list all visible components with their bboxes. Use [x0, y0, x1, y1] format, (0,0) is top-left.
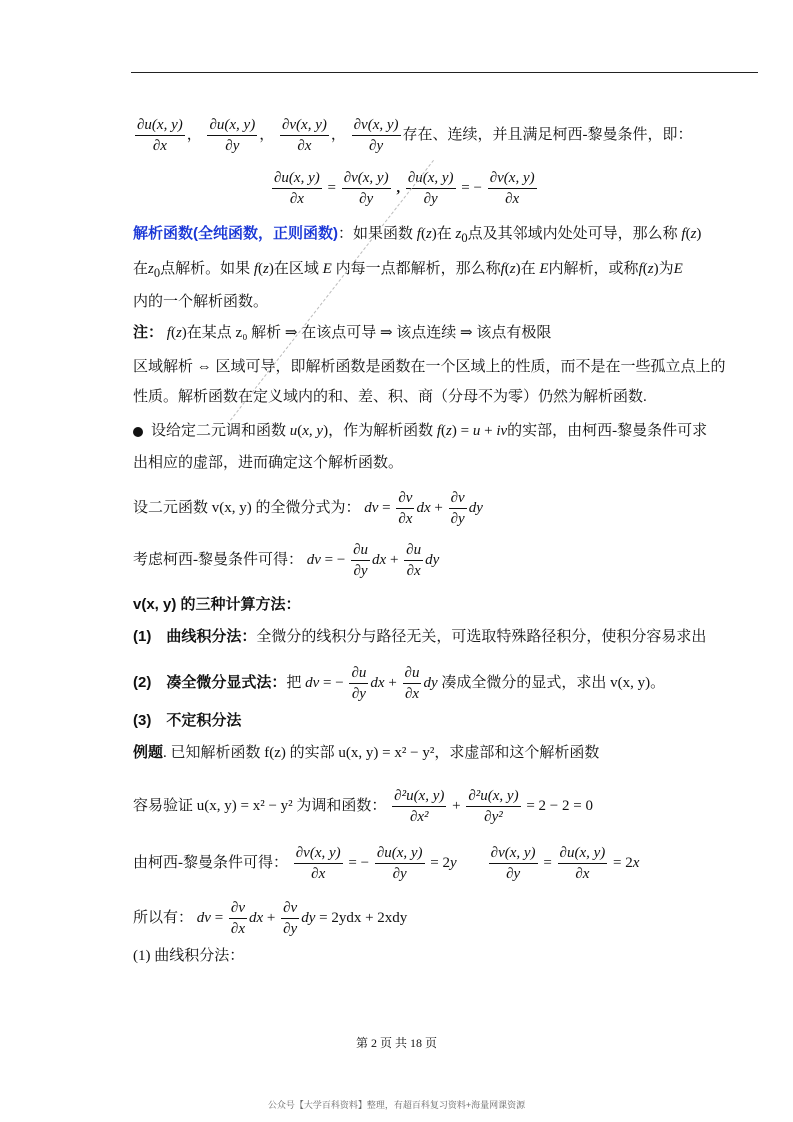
sub-heading-1: (1) 曲线积分法： — [133, 948, 245, 964]
du-dy: $\frac{\partial u(x, y)}{\partial y}$ — [209, 117, 256, 154]
definition-line-1: 解析函数(全纯函数，正则函数)：如果函数 f(z)在 $z_0$点及其邻域内处处可导，那么称 f(z) — [133, 225, 702, 245]
bullet-line-1: 设给定二元调和函数 u(x, y)，作为解析函数 f(z) = u + iv的实部，由柯西-黎曼条件可求 — [133, 419, 707, 443]
method-1: (1) 曲线积分法：全微分的线积分与路径无关，可选取特殊路径积分，使积分容易求出 — [133, 628, 707, 645]
method-3: (3) 不定积分法 — [133, 712, 242, 729]
region-line-1: 区域解析 ⇔ 区域可导，即解析函数是函数在一个区域上的性质，而不是在一些孤立点上的 — [133, 359, 726, 375]
bullet-icon — [133, 427, 143, 437]
dv-dx: $\frac{\partial v(x, y)}{\partial x}$ — [281, 117, 327, 154]
header-rule — [131, 72, 758, 73]
example-line: 例题. 已知解析函数 f(z) 的实部 u(x, y) = x² − y²，求虚部和这个解析函数 — [133, 744, 600, 761]
dv-dy: $\frac{\partial v(x, y)}{\partial y}$ — [353, 117, 399, 154]
page-footer: 第 2 页 共 18 页 — [355, 1036, 437, 1050]
cauchy-riemann-equations: $\frac{\partial u(x, y)}{\partial x}$ = $\frac{\partial v(x, y)}{\partial y}$ , $\frac{\partial u(x, y)}{\partial y}$ = − $\frac{\partial v(x, y)}{\partial x}$ — [274, 170, 535, 207]
du-dx: $\frac{\partial u(x, y)}{\partial x}$ — [137, 117, 183, 154]
partials-line: $\frac{\partial u(x, y)}{\partial x}$ ， $\frac{\partial u(x, y)}{\partial y}$ ， $\frac{\partial v(x, y)}{\partial x}$ ， $\frac{\partial v(x, y)}{\partial y}$ 存在、连续，并且满足柯西-黎曼条件，即： — [137, 117, 693, 154]
method-2: (2) 凑全微分显式法：把 dv = − $\frac{\partial u}{\partial y}$ dx + $\frac{\partial u}{\partial x}$ dy 凑成全微分的显式，求出 v(x, y)。 — [133, 665, 666, 702]
total-differential: 设二元函数 v(x, y) 的全微分式为： dv = $\frac{\partial v}{\partial x}$ dx + $\frac{\partial v}{\partial y}$ dy — [133, 490, 483, 527]
bullet-line-2: 出相应的虚部，进而确定这个解析函数。 — [133, 455, 404, 471]
cr-consider: 考虑柯西-黎曼条件可得： dv = − $\frac{\partial u}{\partial y}$ dx + $\frac{\partial u}{\partial x}$ dy — [133, 542, 440, 579]
note-line: 注： f(z)在某点 z₀ 解析 ⇒ 在该点可导 ⇒ 该点连续 ⇒ 该点有极限 — [133, 324, 552, 341]
so-line: 所以有： dv = $\frac{\partial v}{\partial x}$ dx + $\frac{\partial v}{\partial y}$ dy = 2ydx + 2xdy — [133, 900, 408, 937]
definition-line-3: 内的一个解析函数。 — [133, 294, 269, 310]
region-line-2: 性质。解析函数在定义域内的和、差、积、商（分母不为零）仍然为解析函数. — [133, 389, 647, 405]
cr-result: 由柯西-黎曼条件可得： $\frac{\partial v(x, y)}{\partial x}$ = − $\frac{\partial u(x, y)}{\partial y}$ = 2y $\frac{\partial v(x, y)}{\partial y}$ = $\frac{\partial u(x, y)}{\partial x}$ = 2x — [133, 845, 640, 882]
definition-title: 解析函数(全纯函数，正则函数) — [133, 225, 338, 242]
verify-line: 容易验证 u(x, y) = x² − y² 为调和函数： $\frac{\text{∂²u(x, y)}}{\text{∂x²}}$ + $\frac{\text{∂²u(x, y)}}{\text{∂y²}}$ = 2 − 2 = 0 — [133, 788, 593, 825]
definition-line-2: 在$z_0$点解析。如果 f(z)在区域 E 内每一点都解析，那么称f(z)在 E内解析，或称f(z)为E — [133, 261, 683, 280]
methods-title: v(x, y) 的三种计算方法： — [133, 596, 301, 613]
credit-text: 公众号【大学百科资料】整理，有超百科复习资料+海量网课资源 — [267, 1100, 526, 1110]
